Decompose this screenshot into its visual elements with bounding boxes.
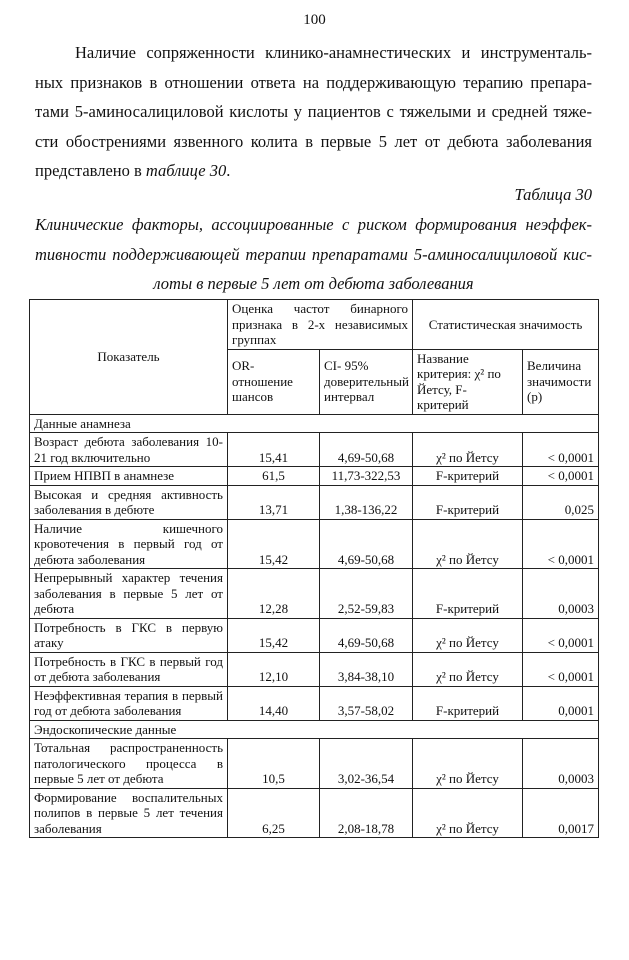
table-row <box>30 433 599 467</box>
row-label: Формирование воспалительных полипов в первые 5 лет течения заболевания <box>30 788 228 838</box>
table-row <box>30 485 599 519</box>
p-value-cell: < 0,0001 <box>523 467 599 486</box>
or-cell: 13,71 <box>228 485 320 519</box>
criterion-cell: χ² по Йетсу <box>413 618 523 652</box>
row-label: Неэффективная терапия в первый год от дебюта заболевания <box>30 686 228 720</box>
or-cell: 15,42 <box>228 519 320 569</box>
or-cell: 10,5 <box>228 739 320 789</box>
section-title: Эндоскопические данные <box>30 720 599 739</box>
paragraph-line: тами 5-аминосалициловой кислоты у пациентов с тяжелыми и средней тяже- <box>35 102 592 121</box>
row-label: Наличие кишечного кровотечения в первый год от дебюта заболевания <box>30 519 228 569</box>
p-value-cell: < 0,0001 <box>523 652 599 686</box>
header-indicator: Показатель <box>30 300 228 415</box>
paragraph-line: Наличие сопряженности клинико-анамнестических и инструменталь- <box>75 43 592 62</box>
criterion-cell: χ² по Йетсу <box>413 788 523 838</box>
paragraph-last-line <box>35 156 592 186</box>
ci-cell: 4,69-50,68 <box>320 519 413 569</box>
criterion-cell: F-критерий <box>413 569 523 619</box>
p-value-cell: < 0,0001 <box>523 618 599 652</box>
p-value-cell: 0,0003 <box>523 739 599 789</box>
caption-line: Клинические факторы, ассоциированные с риском формирования неэффек- <box>35 215 592 234</box>
table-row <box>30 686 599 720</box>
ci-cell: 4,69-50,68 <box>320 433 413 467</box>
ci-cell: 3,57-58,02 <box>320 686 413 720</box>
table-row <box>30 467 599 486</box>
header-frequency-group: Оценка частот бинарного признака в 2-х независимых группах <box>228 300 413 350</box>
p-value-cell: 0,0003 <box>523 569 599 619</box>
table-row <box>30 569 599 619</box>
row-label: Тотальная распространенность патологического процесса в первые 5 лет от дебюта <box>30 739 228 789</box>
table-row <box>30 788 599 838</box>
criterion-cell: χ² по Йетсу <box>413 433 523 467</box>
ci-cell: 2,52-59,83 <box>320 569 413 619</box>
row-label: Непрерывный характер течения заболевания в первые 5 лет от дебюта <box>30 569 228 619</box>
row-label: Потребность в ГКС в первый год от дебюта заболевания <box>30 652 228 686</box>
table-row <box>30 618 599 652</box>
ci-cell: 11,73-322,53 <box>320 467 413 486</box>
results-table <box>29 299 599 838</box>
paragraph-line: сти обострениями язвенного колита в первые 5 лет от дебюта заболевания <box>35 131 592 151</box>
p-value-cell: 0,0017 <box>523 788 599 838</box>
criterion-cell: χ² по Йетсу <box>413 519 523 569</box>
p-value-cell: 0,025 <box>523 485 599 519</box>
intro-paragraph <box>35 38 592 186</box>
row-label: Возраст дебюта заболевания 10-21 год включительно <box>30 433 228 467</box>
row-label: Высокая и средняя активность заболевания в дебюте <box>30 485 228 519</box>
criterion-cell: F-критерий <box>413 485 523 519</box>
ci-cell: 2,08-18,78 <box>320 788 413 838</box>
paragraph-text: . <box>226 161 231 180</box>
page-number: 100 <box>303 12 326 28</box>
or-cell: 15,42 <box>228 618 320 652</box>
header-ci: CI- 95% доверительный интервал <box>320 349 413 414</box>
caption-line: лоты в первые 5 лет от дебюта заболевания <box>153 274 474 293</box>
header-or: OR-отношение шансов <box>228 349 320 414</box>
or-cell: 6,25 <box>228 788 320 838</box>
criterion-cell: χ² по Йетсу <box>413 739 523 789</box>
header-p-value: Величина значимости (p) <box>523 349 599 414</box>
or-cell: 15,41 <box>228 433 320 467</box>
p-value-cell: 0,0001 <box>523 686 599 720</box>
caption-line: тивности поддерживающей терапии препаратами 5-аминосалициловой кис- <box>35 244 592 264</box>
paragraph-line: ных признаков в отношении ответа на поддерживающую терапию препара- <box>35 72 592 92</box>
criterion-cell: χ² по Йетсу <box>413 652 523 686</box>
table-number: Таблица 30 <box>514 185 592 204</box>
or-cell: 12,28 <box>228 569 320 619</box>
table-caption <box>35 210 592 299</box>
criterion-cell: F-критерий <box>413 686 523 720</box>
ci-cell: 4,69-50,68 <box>320 618 413 652</box>
or-cell: 14,40 <box>228 686 320 720</box>
ci-cell: 3,02-36,54 <box>320 739 413 789</box>
or-cell: 61,5 <box>228 467 320 486</box>
p-value-cell: < 0,0001 <box>523 519 599 569</box>
p-value-cell: < 0,0001 <box>523 433 599 467</box>
or-cell: 12,10 <box>228 652 320 686</box>
table-row <box>30 739 599 789</box>
ci-cell: 1,38-136,22 <box>320 485 413 519</box>
section-title: Данные анамнеза <box>30 414 599 433</box>
table-reference: таблице 30 <box>145 161 227 180</box>
paragraph-text: представлено в <box>35 161 146 180</box>
table-row <box>30 652 599 686</box>
header-criterion: Название критерия: χ² по Йетсу, F-критерий <box>413 349 523 414</box>
row-label: Потребность в ГКС в первую атаку <box>30 618 228 652</box>
criterion-cell: F-критерий <box>413 467 523 486</box>
header-significance-group: Статистическая значимость <box>413 300 599 350</box>
row-label: Прием НПВП в анамнезе <box>30 467 228 486</box>
ci-cell: 3,84-38,10 <box>320 652 413 686</box>
table-row <box>30 519 599 569</box>
